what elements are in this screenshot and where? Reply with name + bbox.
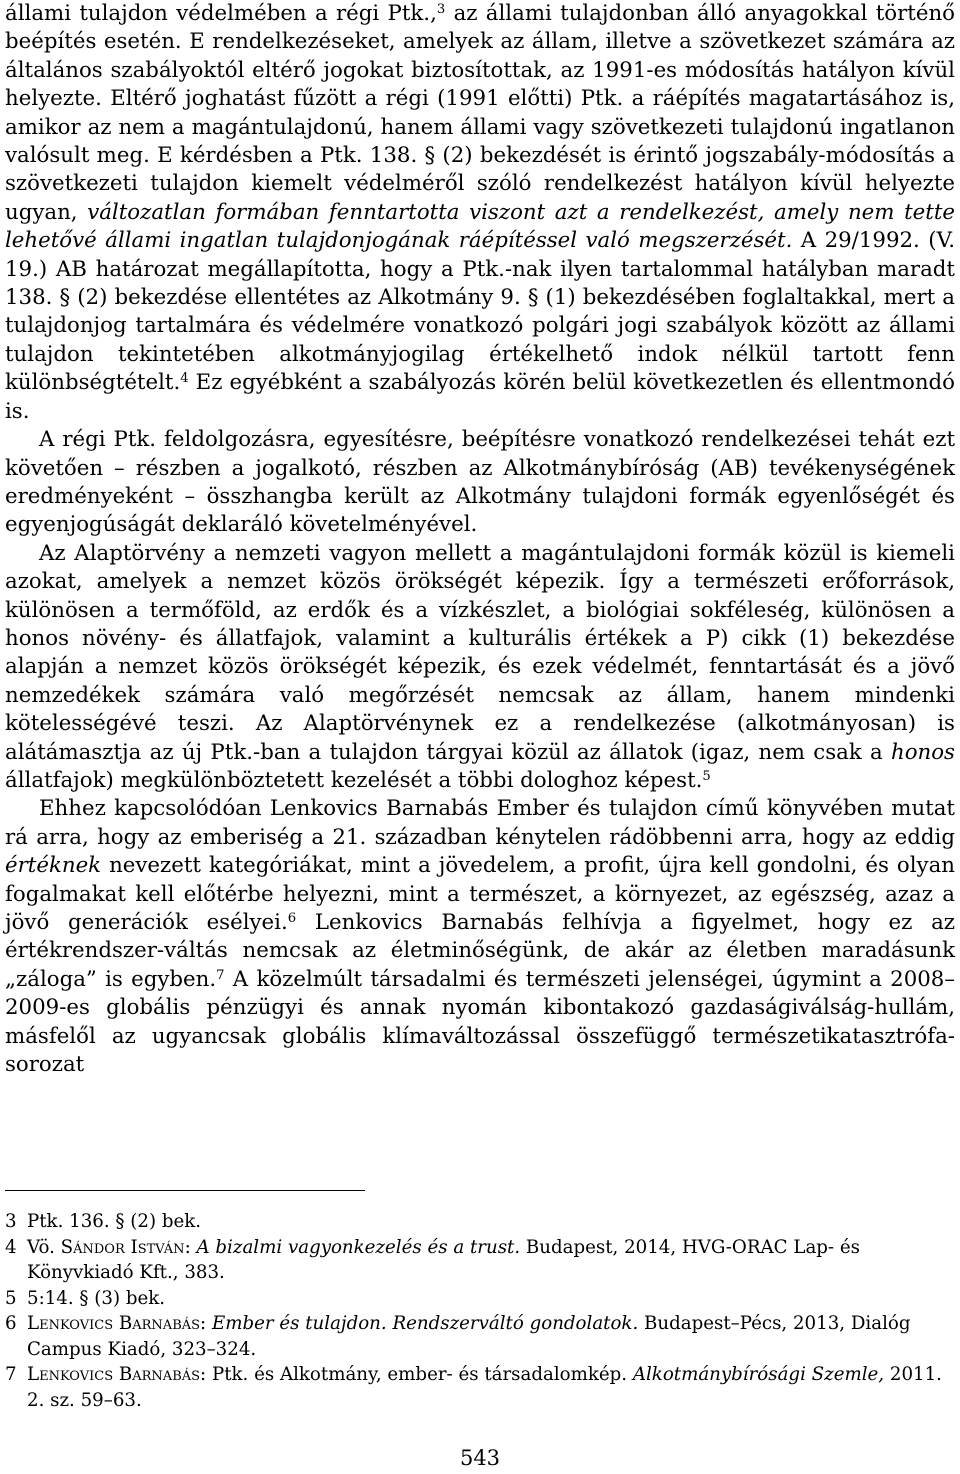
page-body	[5, 0, 955, 1079]
footnote-separator	[5, 1190, 365, 1191]
footnote-5: 5 5:14. § (3) bek.	[5, 1287, 166, 1309]
paragraph-4: Ehhez kapcsolódóan Lenkovics Barnabás Ember és tulajdon című könyvében mutat rá arra, hogy az emberiség a 21. században kénytelen rádöbbenni arra, hogy az eddig értéknek nevezett kategóriákat, mint a jövedelem, a profit, újra kell gondolni, és olyan fogalmakat kell előtérbe helyezni, mint a természet, a környezet, az egészség, azaz a jövő generációk esélyei.$^6$ Lenkovics Barnabás felhívja a figyelmet, hogy ez az értékrendszer-váltás nemcsak az életminőségünk, de akár az életben maradásunk „záloga” is egyben.$^7$ A közelmúlt társadalmi és természeti jelenségei, úgymint a 2008–2009-es globális pénzügyi és annak nyomán kibontakozó gazdaságiválság-hullám, másfelől az ugyancsak globális klímaváltozással összefüggő természetikatasztrófa-sorozat	[5, 796, 955, 1078]
paragraph-3: Az Alaptörvény a nemzeti vagyon mellett a magántulajdoni formák közül is kiemeli azokat, amelyek a nemzet közös örökségét képezik. Így a természeti erőforrások, különösen a termőföld, az erdők és a vízkészlet, a biológiai sokféleség, különösen a honos növény- és állatfajok, valamint a kulturális értékek a P) cikk (1) bekezdése alapján a nemzet közös örökségét képezik, és ezek védelmét, fenntartását és a jövő nemzedékek számára való megőrzését nemcsak az állam, hanem mindenki kötelességévé teszi. Az Alaptörvénynek ez a rendelkezése (alkotmányosan) is alátámasztja az új Ptk.-ban a tulajdon tárgyai közül az állatok (igaz, nem csak a honos állatfajok) megkülönböztetett kezelését a többi dologhoz képest.$^5$	[5, 540, 955, 793]
author-name: Sándor István	[60, 1236, 185, 1258]
footnote-ref-6[interactable]: 6	[287, 910, 297, 926]
footnotes	[5, 1209, 955, 1413]
footnote-6: 6 Lenkovics Barnabás: Ember és tulajdon. Rendszerváltó gondolatok. Budapest–Pécs, 2013, Dialóg Campus Kiadó, 323–324.	[5, 1313, 911, 1360]
work-title: Ember és tulajdon. Rendszerváltó gondolatok.	[211, 1313, 639, 1334]
footnote-7: 7 Lenkovics Barnabás: Ptk. és Alkotmány, ember- és társadalomkép. Alkotmánybírósági Szemle, 2011. 2. sz. 59–63.	[5, 1364, 942, 1411]
footnote-ref-7[interactable]: 7	[216, 967, 225, 983]
paragraph-1: állami tulajdon védelmében a régi Ptk.,$^3$ az állami tulajdonban álló anyagokkal történő beépítés esetén. E rendelkezéseket, amelyek az állam, illetve a szövetkezet számára az általános szabályoktól eltérő jogokat biztosítottak, az 1991-es módosítás hatályon kívül helyezte. Eltérő joghatást fűzött a régi (1991 előtti) Ptk. a ráépítés magatartásához is, amikor az nem a magántulajdonú, hanem állami vagy szövetkezeti tulajdonú ingatlanon valósult meg. E kérdésben a Ptk. 138. § (2) bekezdését is érintő jogszabály-módosítás a szövetkezeti tulajdon kiemelt védelméről szóló rendelkezést hatályon kívül helyezte ugyan, változatlan formában fenntartotta viszont azt a rendelkezést, amely nem tette lehetővé állami ingatlan tulajdonjogának ráépítéssel való megszerzését. A 29/1992. (V. 19.) AB határozat megállapította, hogy a Ptk.-nak ilyen tartalommal hatályban maradt 138. § (2) bekezdése ellentétes az Alkotmány 9. § (1) bekezdésében foglaltakkal, mert a tulajdonjog tartalmára és védelmére vonatkozó polgári jogi szabályok között az állami tulajdon tekintetében alkotmányjogilag értékelhető indok nélkül tartott fenn különbségtételt.$^4$ Ez egyébként a szabályozás körén belül következetlen és ellentmondó is.	[5, 1, 955, 424]
author-name: Lenkovics Barnabás	[27, 1313, 201, 1334]
footnote-ref-3[interactable]: 3	[436, 1, 446, 17]
paragraph-2: A régi Ptk. feldolgozásra, egyesítésre, beépítésre vonatkozó rendelkezései tehát ezt követően – részben a jogalkotó, részben az Alkotmánybíróság (AB) tevékenységének eredményeként – összhangba került az Alkotmány tulajdoni formák egyenlőségét és egyenjogúságát deklaráló követelményével.	[5, 427, 955, 538]
main-text	[5, 0, 955, 1079]
footnote-ref-4[interactable]: 4	[180, 371, 189, 387]
footnote-3: 3 Ptk. 136. § (2) bek.	[5, 1211, 202, 1232]
work-title: A bizalmi vagyonkezelés és a trust.	[196, 1236, 521, 1258]
footnote-4: 4 Vö. Sándor István: A bizalmi vagyonkezelés és a trust. Budapest, 2014, HVG-ORAC Lap- és Könyvkiadó Kft., 383.	[5, 1236, 860, 1283]
footnote-ref-5[interactable]: 5	[702, 768, 711, 784]
work-title: Alkotmánybírósági Szemle,	[632, 1364, 885, 1385]
author-name: Lenkovics Barnabás	[27, 1364, 201, 1385]
page-number: 543	[459, 1446, 501, 1470]
